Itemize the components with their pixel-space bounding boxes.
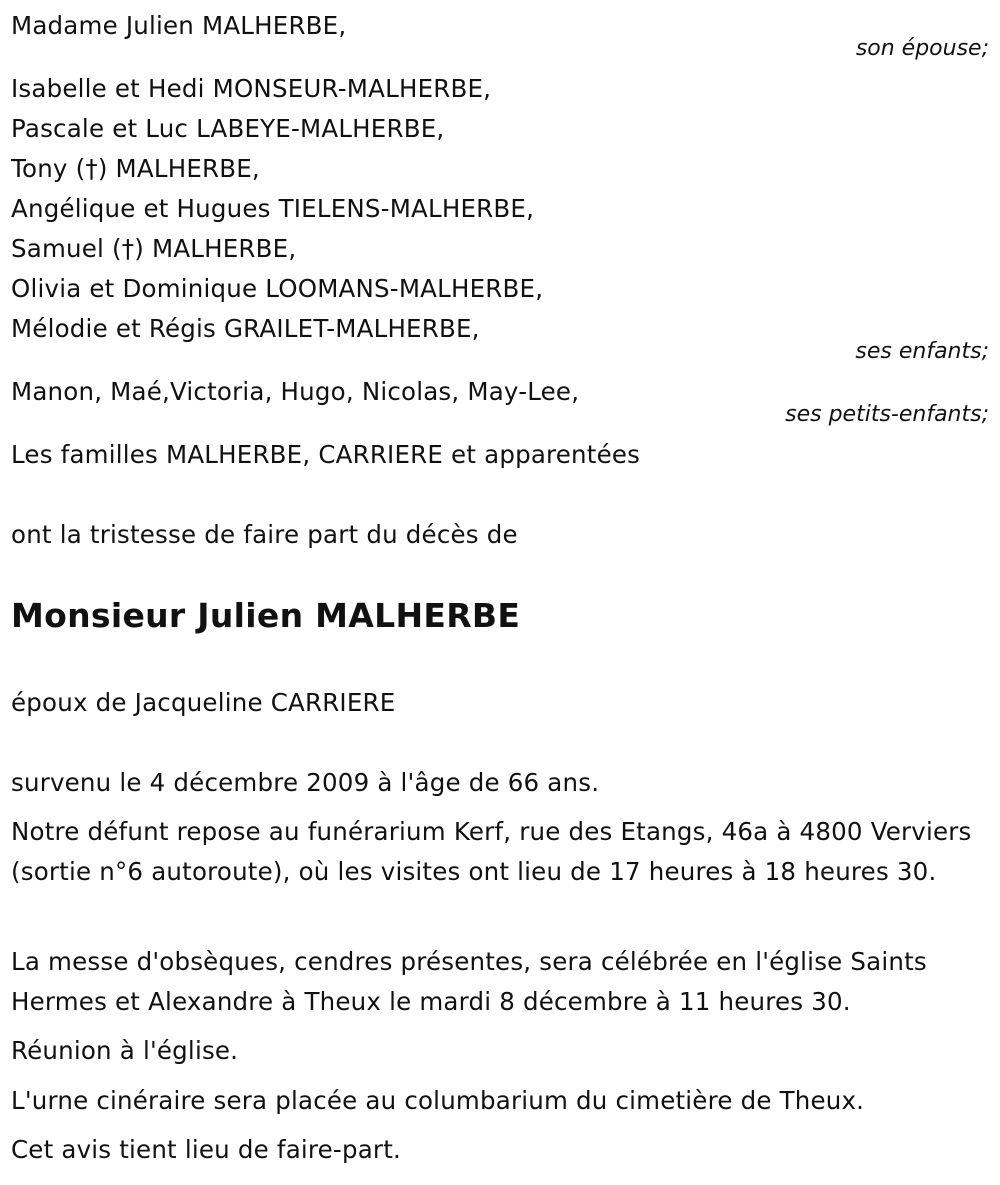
meeting-details: Réunion à l'église. bbox=[11, 1036, 239, 1065]
child-name: Pascale et Luc LABEYE-MALHERBE, bbox=[11, 114, 445, 143]
deceased-name: Monsieur Julien MALHERBE bbox=[11, 596, 521, 635]
spouse-role: son épouse; bbox=[855, 36, 989, 61]
spouse-name: Madame Julien MALHERBE, bbox=[11, 11, 347, 40]
deceased-spouse-line: époux de Jacqueline CARRIERE bbox=[11, 688, 396, 717]
child-name: Mélodie et Régis GRAILET-MALHERBE, bbox=[11, 314, 480, 343]
child-name: Olivia et Dominique LOOMANS-MALHERBE, bbox=[11, 274, 544, 303]
announcement-line: ont la tristesse de faire part du décès de bbox=[11, 520, 518, 549]
notice-line: Cet avis tient lieu de faire-part. bbox=[11, 1135, 401, 1164]
child-name: Tony (†) MALHERBE, bbox=[11, 154, 260, 183]
child-name: Angélique et Hugues TIELENS-MALHERBE, bbox=[11, 194, 535, 223]
children-role: ses enfants; bbox=[855, 339, 989, 364]
visitation-details: Notre défunt repose au funérarium Kerf, rue des Etangs, 46a à 4800 Verviers (sortie n°6 autoroute), où les visites ont lieu de 17 heures à 18 heures 30. bbox=[11, 817, 972, 886]
death-details: survenu le 4 décembre 2009 à l'âge de 66 ans. bbox=[11, 768, 600, 797]
mass-details: La messe d'obsèques, cendres présentes, sera célébrée en l'église Saints Hermes et Alexandre à Theux le mardi 8 décembre à 11 heures 30. bbox=[11, 947, 927, 1016]
child-name: Isabelle et Hedi MONSEUR-MALHERBE, bbox=[11, 74, 492, 103]
families-line: Les familles MALHERBE, CARRIERE et apparentées bbox=[11, 440, 641, 469]
child-name: Samuel (†) MALHERBE, bbox=[11, 234, 297, 263]
urn-details: L'urne cinéraire sera placée au columbarium du cimetière de Theux. bbox=[11, 1086, 865, 1115]
grandchildren-role: ses petits-enfants; bbox=[785, 402, 989, 427]
grandchildren-names: Manon, Maé,Victoria, Hugo, Nicolas, May-Lee, bbox=[11, 377, 580, 406]
